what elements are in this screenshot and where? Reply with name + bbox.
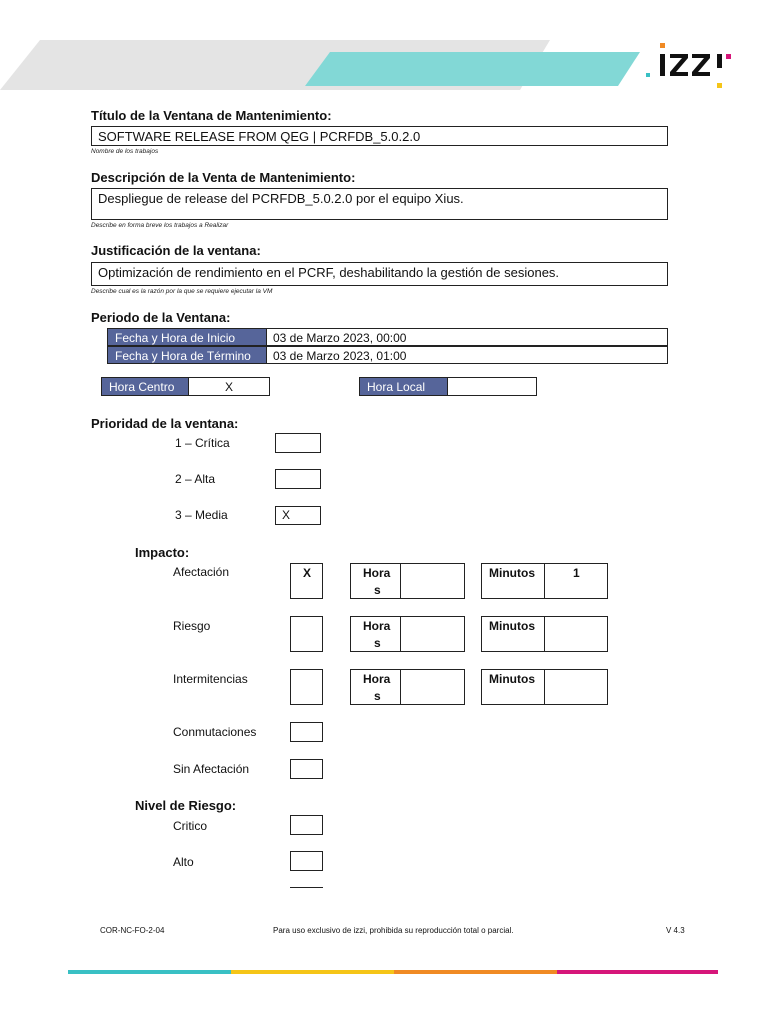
- hours-label-top: Hora: [363, 566, 391, 580]
- central-time-label: Hora Centro: [101, 377, 189, 396]
- maintenance-title-hint: Nombre de los trabajos: [91, 148, 159, 155]
- justification-heading: Justificación de la ventana:: [91, 243, 261, 258]
- hours-label-bottom: s: [374, 689, 381, 703]
- priority-medium-checkbox[interactable]: [275, 506, 321, 525]
- footer-code: COR-NC-FO-2-04: [100, 926, 165, 935]
- description-field[interactable]: Despliegue de release del PCRFDB_5.0.2.0 por el equipo Xius.: [91, 188, 668, 220]
- impact-none-label: Sin Afectación: [173, 762, 250, 776]
- impact-intermittency-hours-label: [350, 669, 401, 705]
- maintenance-title-field[interactable]: SOFTWARE RELEASE FROM QEG | PCRFDB_5.0.2.0: [91, 126, 668, 146]
- risk-critical-label: Critico: [173, 819, 208, 833]
- impact-affectation-hours-label: [350, 563, 401, 599]
- footer-notice: Para uso exclusivo de izzi, prohibida su reproducción total o parcial.: [273, 926, 514, 935]
- impact-risk-minutes-label: [481, 616, 545, 652]
- footer-stripe-yellow: [231, 970, 394, 974]
- footer-version: V 4.3: [666, 926, 685, 935]
- justification-field[interactable]: Optimización de rendimiento en el PCRF, deshabilitando la gestión de sesiones.: [91, 262, 668, 286]
- impact-affectation-checkbox[interactable]: [290, 563, 323, 599]
- minutes-label: Minutos: [489, 619, 535, 633]
- maintenance-title-heading: Título de la Ventana de Mantenimiento:: [91, 108, 332, 123]
- impact-none-checkbox[interactable]: [290, 759, 323, 779]
- impact-risk-checkbox[interactable]: [290, 616, 323, 652]
- hours-label-bottom: s: [374, 583, 381, 597]
- priority-high-label: 2 – Alta: [175, 472, 216, 486]
- impact-heading: Impacto:: [135, 545, 190, 560]
- description-heading: Descripción de la Venta de Mantenimiento:: [91, 170, 356, 185]
- end-datetime-field[interactable]: 03 de Marzo 2023, 01:00: [266, 346, 668, 364]
- banner-teal-stripe: [305, 52, 640, 86]
- central-time-field[interactable]: X: [188, 377, 270, 396]
- impact-affectation-minutes-value: 1: [573, 566, 580, 580]
- minutes-label: Minutos: [489, 566, 535, 580]
- local-time-field[interactable]: [447, 377, 537, 396]
- impact-affectation-label: Afectación: [173, 565, 230, 579]
- priority-high-checkbox[interactable]: [275, 469, 321, 489]
- footer-stripe-orange: [394, 970, 557, 974]
- period-heading: Periodo de la Ventana:: [91, 310, 231, 325]
- hours-label-top: Hora: [363, 619, 391, 633]
- start-datetime-label: Fecha y Hora de Inicio: [107, 328, 267, 346]
- priority-heading: Prioridad de la ventana:: [91, 416, 239, 431]
- priority-medium-mark: X: [282, 508, 291, 522]
- impact-affectation-minutes-field[interactable]: [544, 563, 608, 599]
- impact-switching-label: Conmutaciones: [173, 725, 257, 739]
- impact-intermittency-minutes-field[interactable]: [544, 669, 608, 705]
- impact-affectation-minutes-label: [481, 563, 545, 599]
- risk-next-row-edge: [290, 887, 323, 888]
- risk-level-heading: Nivel de Riesgo:: [135, 798, 237, 813]
- priority-critical-checkbox[interactable]: [275, 433, 321, 453]
- impact-risk-label: Riesgo: [173, 619, 211, 633]
- end-datetime-label: Fecha y Hora de Término: [107, 346, 267, 364]
- risk-high-label: Alto: [173, 855, 194, 869]
- impact-intermittency-label: Intermitencias: [173, 672, 248, 686]
- impact-risk-hours-label: [350, 616, 401, 652]
- impact-risk-minutes-field[interactable]: [544, 616, 608, 652]
- impact-intermittency-minutes-label: [481, 669, 545, 705]
- priority-medium-label: 3 – Media: [175, 508, 228, 522]
- impact-switching-checkbox[interactable]: [290, 722, 323, 742]
- justification-hint: Describe cual es la razón por la que se requiere ejecutar la VM: [91, 288, 273, 295]
- hours-label-top: Hora: [363, 672, 391, 686]
- priority-critical-label: 1 – Crítica: [175, 436, 230, 450]
- impact-affectation-mark: X: [303, 566, 312, 580]
- footer-stripe-teal: [68, 970, 231, 974]
- impact-intermittency-hours-field[interactable]: [400, 669, 465, 705]
- izzi-logo: [644, 40, 734, 92]
- impact-affectation-hours-field[interactable]: [400, 563, 465, 599]
- impact-intermittency-checkbox[interactable]: [290, 669, 323, 705]
- footer-stripe-magenta: [557, 970, 718, 974]
- risk-high-checkbox[interactable]: [290, 851, 323, 871]
- description-hint: Describe en forma breve los trabajos a Realizar: [91, 222, 229, 229]
- minutes-label: Minutos: [489, 672, 535, 686]
- hours-label-bottom: s: [374, 636, 381, 650]
- local-time-label: Hora Local: [359, 377, 448, 396]
- impact-risk-hours-field[interactable]: [400, 616, 465, 652]
- risk-critical-checkbox[interactable]: [290, 815, 323, 835]
- start-datetime-field[interactable]: 03 de Marzo 2023, 00:00: [266, 328, 668, 346]
